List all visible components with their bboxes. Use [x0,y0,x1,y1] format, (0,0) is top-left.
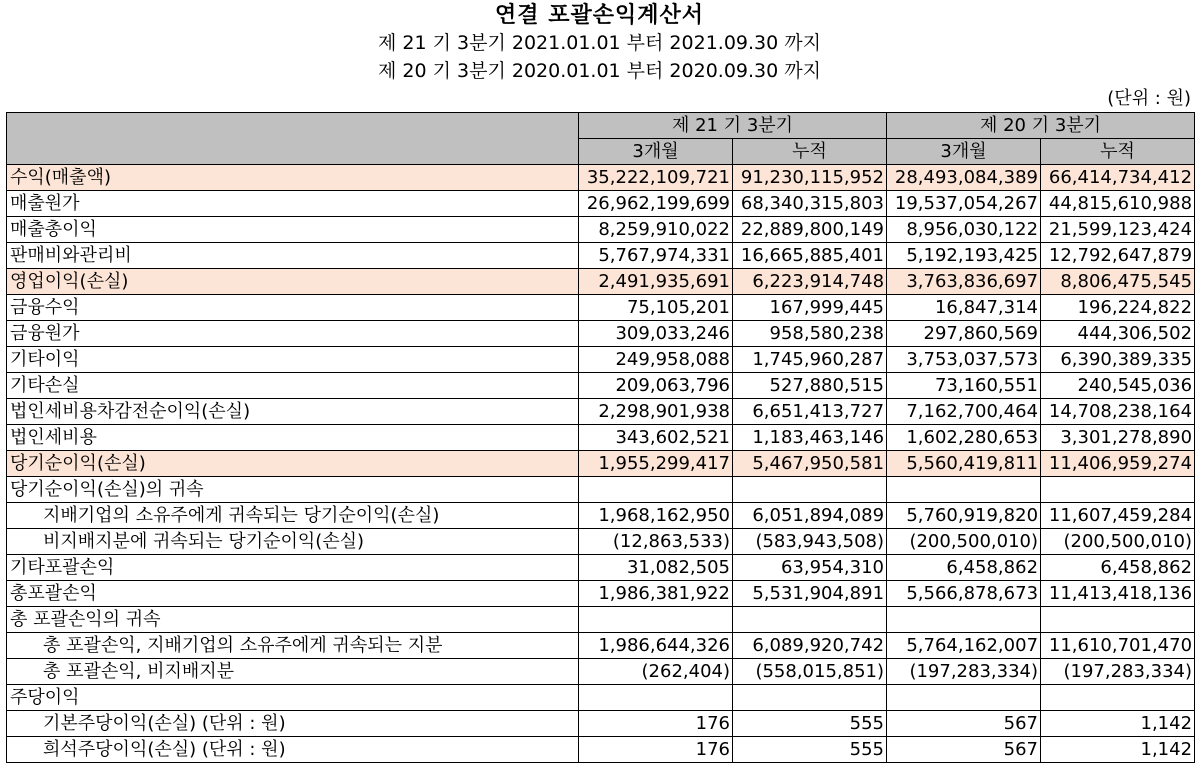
value-3months-21: 249,958,088 [579,347,733,373]
row-label: 당기순이익(손실) [7,451,579,477]
table-row [7,711,1195,737]
header-period-21: 제 21 기 3분기 [579,113,887,139]
unit-label: (단위 : 원) [1107,88,1191,109]
row-label: 매출원가 [7,191,579,217]
value-3months-21: 31,082,505 [579,555,733,581]
statement-title: 연결 포괄손익계산서 [495,3,704,28]
header-account-blank [7,113,579,165]
value-cumulative-20: 21,599,123,424 [1041,217,1195,243]
row-label: 기타손실 [7,373,579,399]
table-row [7,529,1195,555]
value-cumulative-20: (200,500,010) [1041,529,1195,555]
row-label: 수익(매출액) [7,165,579,191]
value-cumulative-21: 5,531,904,891 [733,581,887,607]
value-3months-20: 5,192,193,425 [887,243,1041,269]
value-3months-20: 6,458,862 [887,555,1041,581]
value-cumulative-21: 555 [733,737,887,763]
value-3months-21: 1,986,644,326 [579,633,733,659]
value-cumulative-21: (583,943,508) [733,529,887,555]
value-3months-21 [579,685,733,711]
table-row [7,217,1195,243]
value-cumulative-21: 16,665,885,401 [733,243,887,269]
table-row [7,321,1195,347]
value-cumulative-20: 44,815,610,988 [1041,191,1195,217]
value-3months-21: (262,404) [579,659,733,685]
table-row [7,425,1195,451]
table-row [7,503,1195,529]
value-cumulative-20: 6,458,862 [1041,555,1195,581]
value-3months-20: 5,764,162,007 [887,633,1041,659]
value-cumulative-20: 11,610,701,470 [1041,633,1195,659]
value-3months-21: 1,986,381,922 [579,581,733,607]
row-label: 영업이익(손실) [7,269,579,295]
value-3months-20: 28,493,084,389 [887,165,1041,191]
value-3months-21: 2,298,901,938 [579,399,733,425]
value-cumulative-20: 11,413,418,136 [1041,581,1195,607]
period-current: 제 21 기 3분기 2021.01.01 부터 2021.09.30 까지 [378,32,821,54]
table-row [7,685,1195,711]
table-row [7,451,1195,477]
table-row [7,243,1195,269]
value-3months-20 [887,685,1041,711]
value-3months-20: 16,847,314 [887,295,1041,321]
value-cumulative-20: 66,414,734,412 [1041,165,1195,191]
table-row [7,191,1195,217]
value-cumulative-20 [1041,607,1195,633]
value-cumulative-21: 555 [733,711,887,737]
table-row [7,373,1195,399]
value-3months-20: 5,760,919,820 [887,503,1041,529]
row-label: 총 포괄손익, 비지배지분 [7,659,579,685]
value-cumulative-21: 68,340,315,803 [733,191,887,217]
value-cumulative-20: 1,142 [1041,711,1195,737]
header-cumulative-20: 누적 [1041,139,1195,165]
header-3months-20: 3개월 [887,139,1041,165]
value-cumulative-21: 22,889,800,149 [733,217,887,243]
table-row [7,633,1195,659]
table-row [7,581,1195,607]
value-3months-21: 1,955,299,417 [579,451,733,477]
value-cumulative-20: 1,142 [1041,737,1195,763]
row-label: 기본주당이익(손실) (단위 : 원) [7,711,579,737]
value-3months-20: 567 [887,711,1041,737]
value-cumulative-21: 91,230,115,952 [733,165,887,191]
value-3months-21 [579,477,733,503]
value-3months-21: 343,602,521 [579,425,733,451]
value-cumulative-20: 196,224,822 [1041,295,1195,321]
value-3months-21: (12,863,533) [579,529,733,555]
value-cumulative-20: 6,390,389,335 [1041,347,1195,373]
row-label: 총 포괄손익의 귀속 [7,607,579,633]
value-3months-20: 8,956,030,122 [887,217,1041,243]
row-label: 희석주당이익(손실) (단위 : 원) [7,737,579,763]
value-3months-20: (197,283,334) [887,659,1041,685]
value-3months-21: 26,962,199,699 [579,191,733,217]
value-cumulative-21: 527,880,515 [733,373,887,399]
header-period-20: 제 20 기 3분기 [887,113,1195,139]
table-row [7,477,1195,503]
value-cumulative-21: 1,745,960,287 [733,347,887,373]
value-3months-20: 5,560,419,811 [887,451,1041,477]
value-cumulative-20: 240,545,036 [1041,373,1195,399]
value-cumulative-21 [733,685,887,711]
row-label: 지배기업의 소유주에게 귀속되는 당기순이익(손실) [7,503,579,529]
value-cumulative-20: 12,792,647,879 [1041,243,1195,269]
row-label: 금융수익 [7,295,579,321]
value-cumulative-20 [1041,477,1195,503]
table-row [7,555,1195,581]
value-cumulative-20 [1041,685,1195,711]
row-label: 총 포괄손익, 지배기업의 소유주에게 귀속되는 지분 [7,633,579,659]
row-label: 법인세비용차감전순이익(손실) [7,399,579,425]
row-label: 당기순이익(손실)의 귀속 [7,477,579,503]
value-3months-21: 8,259,910,022 [579,217,733,243]
header-3months-21: 3개월 [579,139,733,165]
value-cumulative-21: (558,015,851) [733,659,887,685]
value-cumulative-21: 5,467,950,581 [733,451,887,477]
value-cumulative-21: 6,651,413,727 [733,399,887,425]
row-label: 법인세비용 [7,425,579,451]
row-label: 기타포괄손익 [7,555,579,581]
row-label: 매출총이익 [7,217,579,243]
value-cumulative-21: 63,954,310 [733,555,887,581]
value-cumulative-21: 6,051,894,089 [733,503,887,529]
header-cumulative-21: 누적 [733,139,887,165]
value-3months-21: 176 [579,737,733,763]
value-3months-20: 567 [887,737,1041,763]
value-3months-20: 3,753,037,573 [887,347,1041,373]
table-row [7,295,1195,321]
value-3months-21: 5,767,974,331 [579,243,733,269]
value-3months-20: (200,500,010) [887,529,1041,555]
table-row [7,347,1195,373]
value-cumulative-20: 3,301,278,890 [1041,425,1195,451]
table-row [7,165,1195,191]
value-cumulative-21 [733,607,887,633]
value-cumulative-20: 11,607,459,284 [1041,503,1195,529]
value-3months-21 [579,607,733,633]
table-row [7,737,1195,763]
value-cumulative-20: 444,306,502 [1041,321,1195,347]
value-3months-20: 7,162,700,464 [887,399,1041,425]
row-label: 기타이익 [7,347,579,373]
value-cumulative-20: 11,406,959,274 [1041,451,1195,477]
table-row [7,607,1195,633]
value-3months-20: 3,763,836,697 [887,269,1041,295]
value-3months-21: 309,033,246 [579,321,733,347]
table-row [7,269,1195,295]
value-3months-20: 73,160,551 [887,373,1041,399]
value-cumulative-20: 14,708,238,164 [1041,399,1195,425]
income-statement-table [6,112,1195,763]
value-3months-21: 75,105,201 [579,295,733,321]
row-label: 비지배지분에 귀속되는 당기순이익(손실) [7,529,579,555]
table-row [7,659,1195,685]
table-row [7,399,1195,425]
row-label: 금융원가 [7,321,579,347]
value-3months-20: 19,537,054,267 [887,191,1041,217]
header-row-periods [7,113,1195,139]
value-3months-21: 2,491,935,691 [579,269,733,295]
value-cumulative-21: 1,183,463,146 [733,425,887,451]
value-3months-21: 209,063,796 [579,373,733,399]
value-3months-21: 35,222,109,721 [579,165,733,191]
value-cumulative-20: (197,283,334) [1041,659,1195,685]
value-3months-20: 5,566,878,673 [887,581,1041,607]
value-cumulative-21: 6,089,920,742 [733,633,887,659]
row-label: 총포괄손익 [7,581,579,607]
value-3months-20: 297,860,569 [887,321,1041,347]
value-cumulative-21: 6,223,914,748 [733,269,887,295]
row-label: 주당이익 [7,685,579,711]
value-3months-21: 176 [579,711,733,737]
value-3months-20: 1,602,280,653 [887,425,1041,451]
value-3months-20 [887,477,1041,503]
value-cumulative-21: 958,580,238 [733,321,887,347]
period-prior: 제 20 기 3분기 2020.01.01 부터 2020.09.30 까지 [378,60,821,82]
value-cumulative-21 [733,477,887,503]
row-label: 판매비와관리비 [7,243,579,269]
value-3months-21: 1,968,162,950 [579,503,733,529]
value-cumulative-21: 167,999,445 [733,295,887,321]
value-cumulative-20: 8,806,475,545 [1041,269,1195,295]
value-3months-20 [887,607,1041,633]
table-body [7,165,1195,763]
